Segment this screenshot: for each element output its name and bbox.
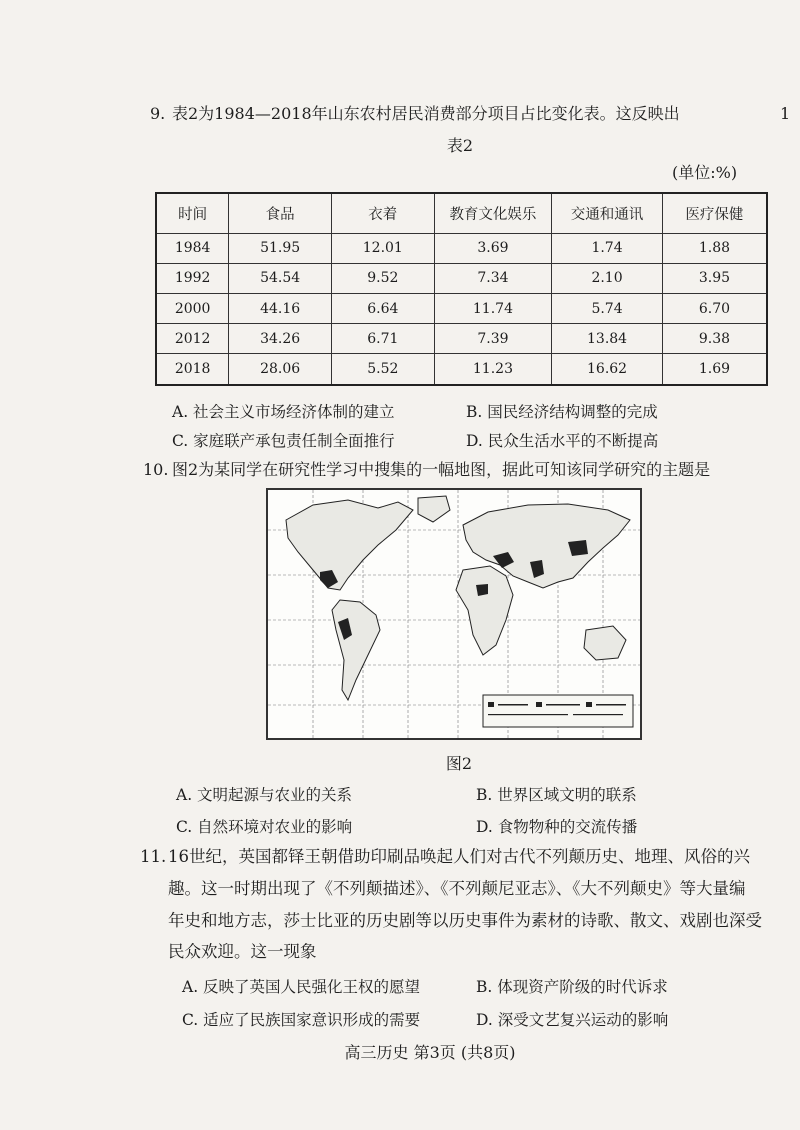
table-cell: 12.01 xyxy=(331,233,434,263)
q10-option-c: C. 自然环境对农业的影响 xyxy=(176,818,353,836)
north-america-shape xyxy=(286,500,413,590)
africa-shape xyxy=(456,566,513,655)
table-cell: 7.34 xyxy=(434,263,552,293)
q10-option-b: B. 世界区域文明的联系 xyxy=(476,786,637,804)
figure-caption: 图2 xyxy=(445,754,473,773)
table-cell: 1.88 xyxy=(662,233,767,263)
q9-stem: 表2为1984—2018年山东农村居民消费部分项目占比变化表。这反映出 xyxy=(172,104,680,123)
consumption-table xyxy=(155,192,768,386)
table-header-cell: 时间 xyxy=(156,193,229,233)
table-cell: 2018 xyxy=(156,354,229,385)
table-header-cell: 食品 xyxy=(229,193,332,233)
q11-option-a: A. 反映了英国人民强化王权的愿望 xyxy=(182,978,421,996)
table-cell: 5.52 xyxy=(331,354,434,385)
q10-option-a: A. 文明起源与农业的关系 xyxy=(176,786,353,804)
table-cell: 44.16 xyxy=(229,293,332,323)
south-america-shape xyxy=(332,600,380,700)
q11-number: 11. xyxy=(140,847,167,866)
table-cell: 54.54 xyxy=(229,263,332,293)
table-header-row xyxy=(156,193,767,233)
table-cell: 7.39 xyxy=(434,324,552,354)
table-header-cell: 医疗保健 xyxy=(662,193,767,233)
greenland-shape xyxy=(418,496,450,522)
q11-option-d: D. 深受文艺复兴运动的影响 xyxy=(476,1011,669,1029)
table-cell: 2012 xyxy=(156,324,229,354)
table-row xyxy=(156,354,767,385)
page-side-mark: 1 xyxy=(780,104,791,123)
table-cell: 11.74 xyxy=(434,293,552,323)
world-map-svg xyxy=(268,490,640,738)
world-map-figure xyxy=(266,488,642,740)
table-title: 表2 xyxy=(446,136,474,155)
table-cell: 9.38 xyxy=(662,324,767,354)
table-cell: 6.64 xyxy=(331,293,434,323)
table-cell: 9.52 xyxy=(331,263,434,293)
table-cell: 16.62 xyxy=(552,354,663,385)
q11-option-c: C. 适应了民族国家意识形成的需要 xyxy=(182,1011,421,1029)
table-cell: 3.95 xyxy=(662,263,767,293)
q10-option-d: D. 食物物种的交流传播 xyxy=(476,818,638,836)
table-cell: 11.23 xyxy=(434,354,552,385)
table-cell: 5.74 xyxy=(552,293,663,323)
q11-option-b: B. 体现资产阶级的时代诉求 xyxy=(476,978,668,996)
q11-line: 趣。这一时期出现了《不列颠描述》、《不列颠尼亚志》、《大不列颠史》等大量编 xyxy=(168,879,746,898)
table-cell: 1.69 xyxy=(662,354,767,385)
table-cell: 6.71 xyxy=(331,324,434,354)
table-cell: 1992 xyxy=(156,263,229,293)
table-header-cell: 衣着 xyxy=(331,193,434,233)
table-cell: 34.26 xyxy=(229,324,332,354)
table-cell: 3.69 xyxy=(434,233,552,263)
table-row xyxy=(156,263,767,293)
q11-line: 16世纪，英国都铎王朝借助印刷品唤起人们对古代不列颠历史、地理、风俗的兴 xyxy=(168,847,750,866)
q9-option-a: A. 社会主义市场经济体制的建立 xyxy=(172,403,395,421)
australia-shape xyxy=(584,626,626,660)
table-row xyxy=(156,293,767,323)
q11-line: 年史和地方志，莎士比亚的历史剧等以历史事件为素材的诗歌、散文、戏剧也深受 xyxy=(168,911,762,930)
table-cell: 28.06 xyxy=(229,354,332,385)
q10-stem: 图2为某同学在研究性学习中搜集的一幅地图，据此可知该同学研究的主题是 xyxy=(172,460,711,479)
page-footer: 高三历史 第3页 (共8页) xyxy=(344,1043,516,1062)
table-cell: 2000 xyxy=(156,293,229,323)
africa-region xyxy=(476,584,488,596)
map-legend-box xyxy=(483,695,633,727)
table-row xyxy=(156,233,767,263)
table-cell: 1984 xyxy=(156,233,229,263)
table-cell: 51.95 xyxy=(229,233,332,263)
q10-number: 10. xyxy=(143,460,169,479)
q9-option-b: B. 国民经济结构调整的完成 xyxy=(466,403,658,421)
table-cell: 13.84 xyxy=(552,324,663,354)
table-cell: 6.70 xyxy=(662,293,767,323)
table-unit: (单位:%) xyxy=(672,163,738,182)
q11-line: 民众欢迎。这一现象 xyxy=(168,942,317,961)
q9-option-d: D. 民众生活水平的不断提高 xyxy=(466,432,659,450)
q9-number: 9. xyxy=(150,104,166,123)
table-header-cell: 交通和通讯 xyxy=(552,193,663,233)
table-cell: 2.10 xyxy=(552,263,663,293)
q9-option-c: C. 家庭联产承包责任制全面推行 xyxy=(172,432,395,450)
table-cell: 1.74 xyxy=(552,233,663,263)
table-header-cell: 教育文化娱乐 xyxy=(434,193,552,233)
table-row xyxy=(156,324,767,354)
